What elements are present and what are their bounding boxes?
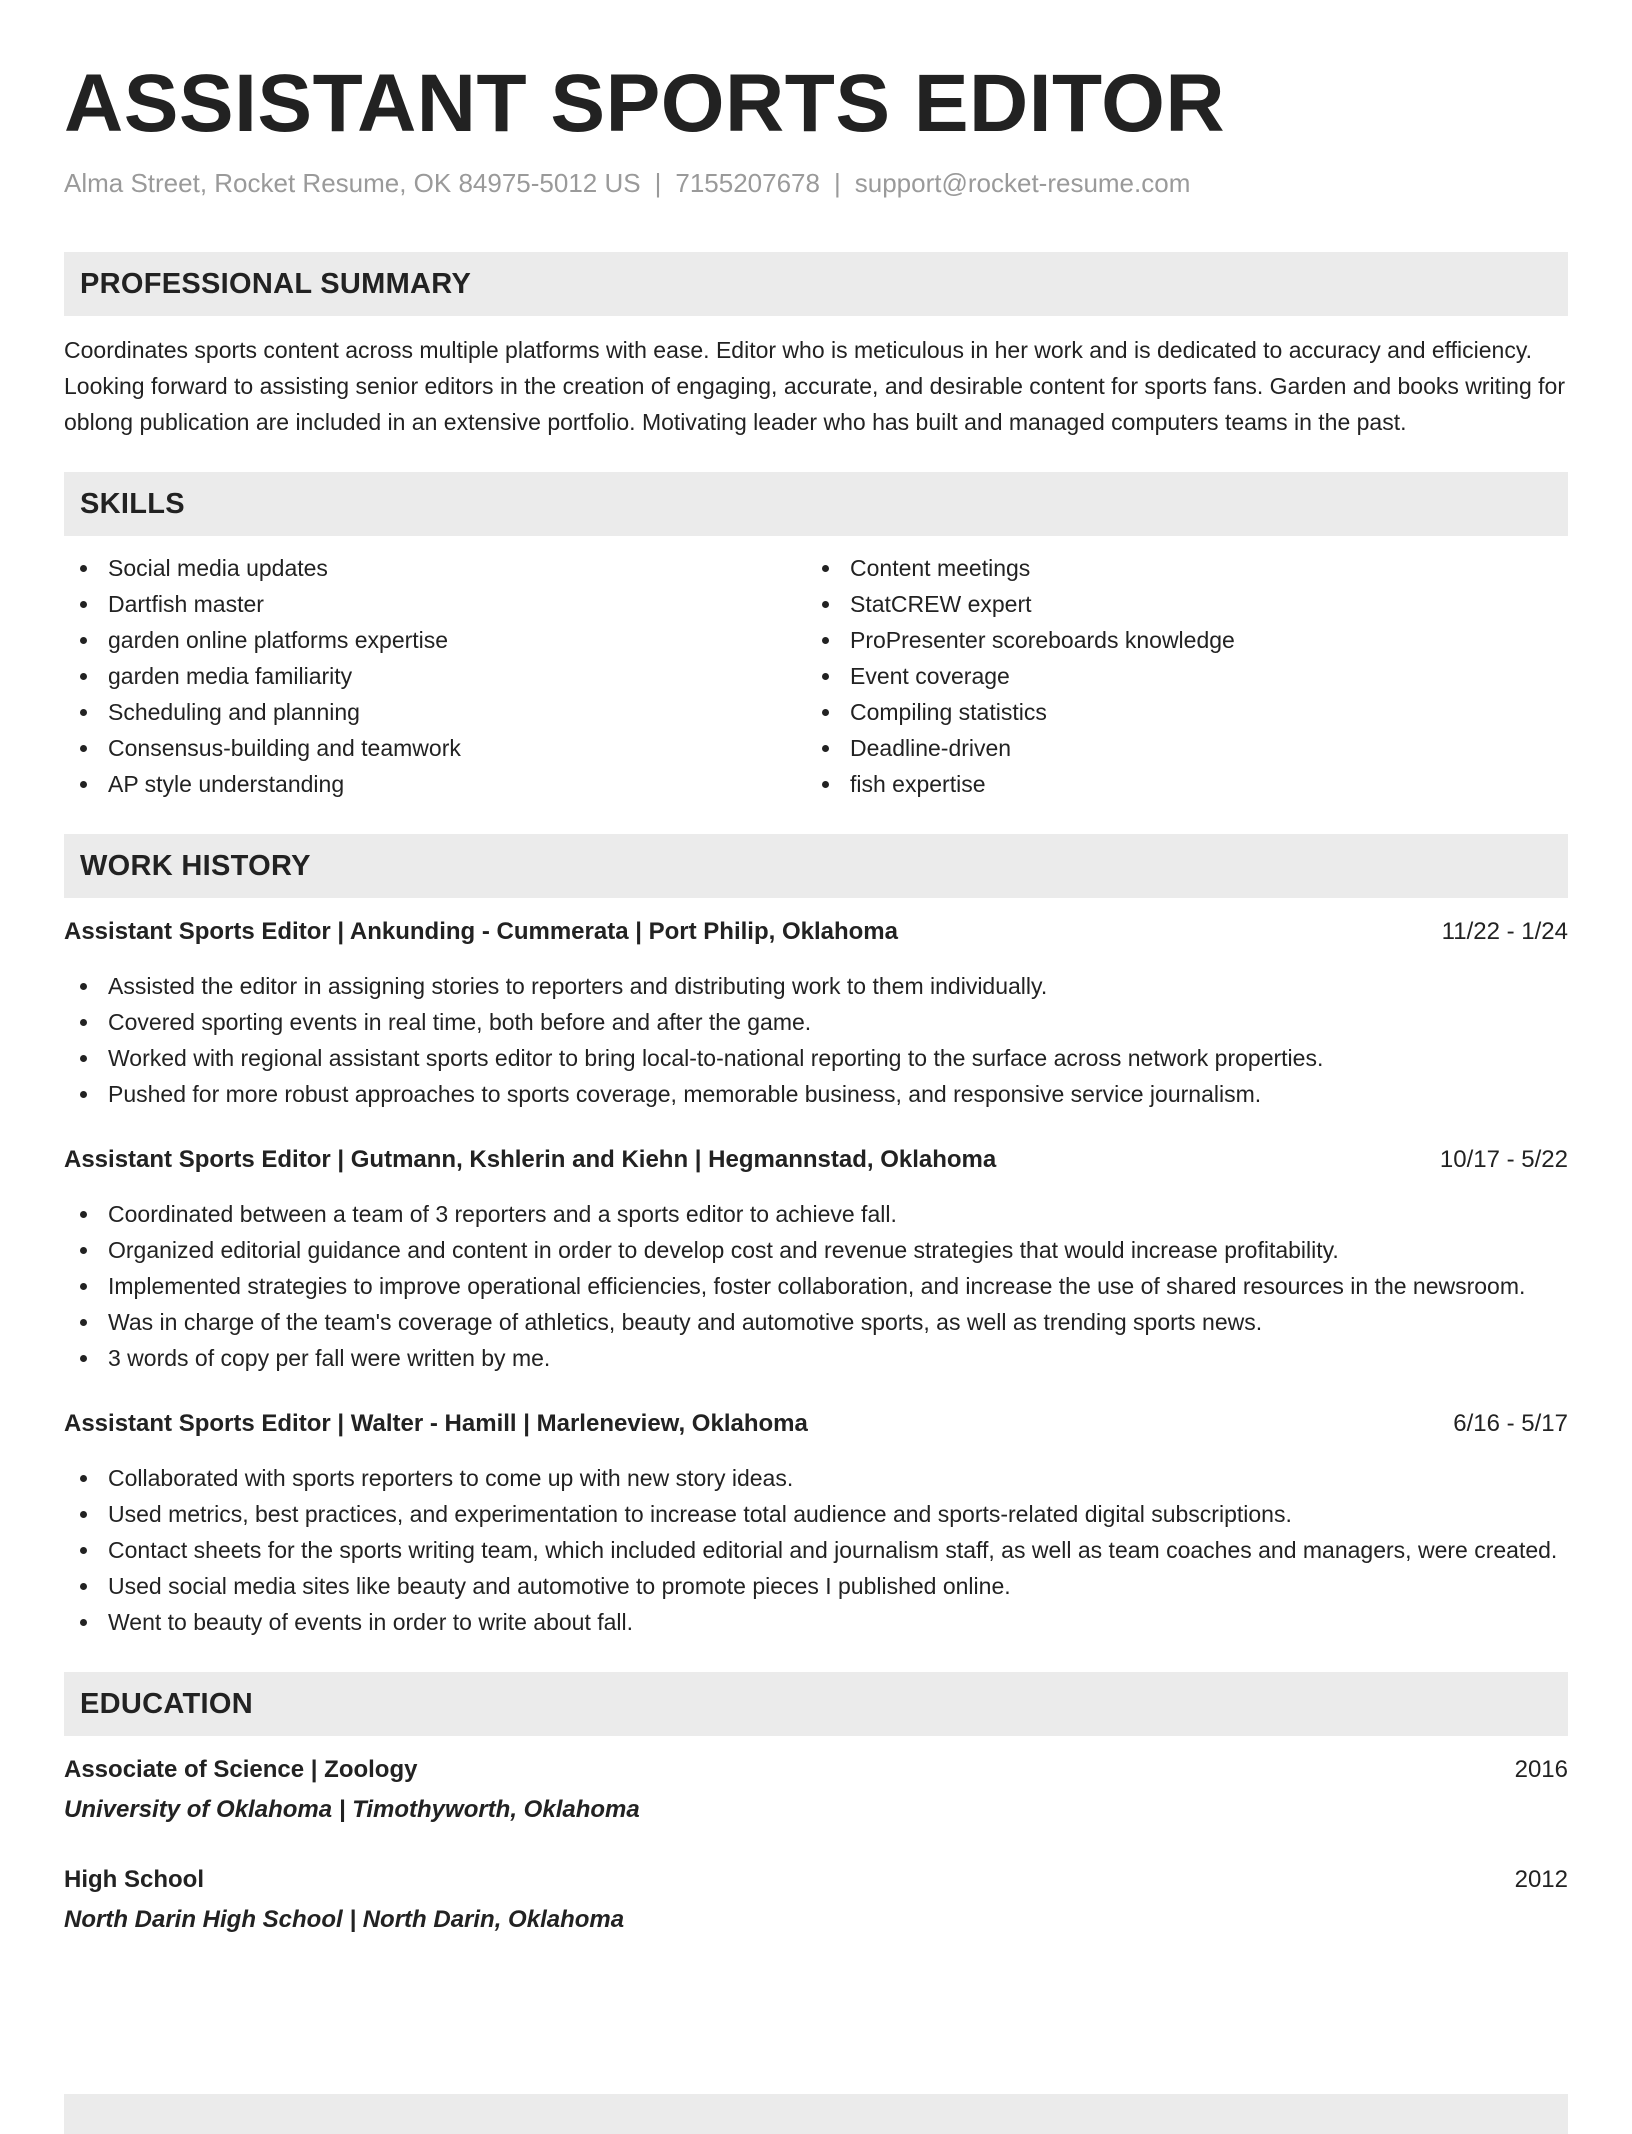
job-dates: 6/16 - 5/17 (1453, 1410, 1568, 1437)
job-entry (64, 914, 1568, 1112)
skills-column-left (64, 550, 806, 802)
skills-column-right (806, 550, 1548, 802)
skill-item: ProPresenter scoreboards knowledge (806, 622, 1548, 658)
skill-item: AP style understanding (64, 766, 806, 802)
job-bullet: Collaborated with sports reporters to come up with new story ideas. (64, 1460, 1568, 1496)
skill-item: Scheduling and planning (64, 694, 806, 730)
contact-line (64, 166, 1568, 200)
job-bullets (64, 1460, 1568, 1640)
skill-item: Social media updates (64, 550, 806, 586)
job-bullet: Was in charge of the team's coverage of athletics, beauty and automotive sports, as well as trending sports news. (64, 1304, 1568, 1340)
skills-list (64, 550, 1568, 802)
education-header (64, 1862, 1568, 1898)
skill-item: Consensus-building and teamwork (64, 730, 806, 766)
summary-text: Coordinates sports content across multiple platforms with ease. Editor who is meticulous in her work and is dedicated to accuracy and efficiency. Looking forward to assisting senior editors in the creation of engaging, accurate, and desirable content for sports fans. Garden and books writing for oblong publication are included in an extensive portfolio. Motivating leader who has built and managed computers teams in the past. (64, 337, 1565, 435)
contact-separator: | (654, 168, 662, 198)
education-year: 2016 (1514, 1756, 1568, 1783)
job-bullets (64, 1196, 1568, 1376)
contact-email: support@rocket-resume.com (854, 168, 1191, 198)
education-degree: High School (64, 1866, 204, 1893)
skill-item: Event coverage (806, 658, 1548, 694)
contact-address: Alma Street, Rocket Resume, OK 84975-5012 US (64, 168, 641, 198)
job-title: Assistant Sports Editor | Ankunding - Cummerata | Port Philip, Oklahoma (64, 918, 898, 945)
skill-item: StatCREW expert (806, 586, 1548, 622)
job-bullet: 3 words of copy per fall were written by me. (64, 1340, 1568, 1376)
job-entry (64, 1406, 1568, 1640)
education-school: North Darin High School | North Darin, Oklahoma (64, 1906, 625, 1933)
job-dates: 11/22 - 1/24 (1441, 918, 1568, 945)
skill-item: Deadline-driven (806, 730, 1548, 766)
section-heading-education: EDUCATION (64, 1672, 1568, 1736)
skill-item: fish expertise (806, 766, 1548, 802)
contact-separator: | (833, 168, 841, 198)
job-bullet: Contact sheets for the sports writing team, which included editorial and journalism staff, as well as team coaches and managers, were created. (64, 1532, 1568, 1568)
skill-item: Dartfish master (64, 586, 806, 622)
skill-item: garden online platforms expertise (64, 622, 806, 658)
next-section-heading-bar (64, 2094, 1568, 2134)
section-heading-skills: SKILLS (64, 472, 1568, 536)
job-bullet: Used metrics, best practices, and experimentation to increase total audience and sports-related digital subscriptions. (64, 1496, 1568, 1532)
job-entry (64, 1142, 1568, 1376)
job-bullet: Assisted the editor in assigning stories to reporters and distributing work to them individually. (64, 968, 1568, 1004)
job-bullet: Pushed for more robust approaches to sports coverage, memorable business, and responsive service journalism. (64, 1076, 1568, 1112)
job-dates: 10/17 - 5/22 (1439, 1146, 1568, 1173)
job-header (64, 914, 1568, 950)
education-degree: Associate of Science | Zoology (64, 1756, 418, 1783)
education-header (64, 1752, 1568, 1788)
skill-item: garden media familiarity (64, 658, 806, 694)
education-school: University of Oklahoma | Timothyworth, Oklahoma (64, 1796, 640, 1823)
job-title: Assistant Sports Editor | Gutmann, Kshlerin and Kiehn | Hegmannstad, Oklahoma (64, 1146, 997, 1173)
section-heading-summary: PROFESSIONAL SUMMARY (64, 252, 1568, 316)
job-bullet: Went to beauty of events in order to write about fall. (64, 1604, 1568, 1640)
job-bullet: Worked with regional assistant sports editor to bring local-to-national reporting to the surface across network properties. (64, 1040, 1568, 1076)
job-header (64, 1142, 1568, 1178)
skill-item: Compiling statistics (806, 694, 1548, 730)
resume-page (64, 0, 1568, 1938)
job-bullets (64, 968, 1568, 1112)
job-bullet: Organized editorial guidance and content in order to develop cost and revenue strategies that would increase profitability. (64, 1232, 1568, 1268)
section-heading-work-history: WORK HISTORY (64, 834, 1568, 898)
job-bullet: Coordinated between a team of 3 reporters and a sports editor to achieve fall. (64, 1196, 1568, 1232)
skill-item: Content meetings (806, 550, 1548, 586)
education-entry (64, 1862, 1568, 1938)
job-title: Assistant Sports Editor | Walter - Hamill | Marleneview, Oklahoma (64, 1410, 808, 1437)
resume-name: ASSISTANT SPORTS EDITOR (64, 58, 1226, 149)
job-bullet: Covered sporting events in real time, both before and after the game. (64, 1004, 1568, 1040)
job-bullet: Used social media sites like beauty and automotive to promote pieces I published online. (64, 1568, 1568, 1604)
education-entry (64, 1752, 1568, 1828)
contact-phone: 7155207678 (675, 168, 820, 198)
education-year: 2012 (1514, 1866, 1568, 1893)
job-header (64, 1406, 1568, 1442)
job-bullet: Implemented strategies to improve operational efficiencies, foster collaboration, and increase the use of shared resources in the newsroom. (64, 1268, 1568, 1304)
